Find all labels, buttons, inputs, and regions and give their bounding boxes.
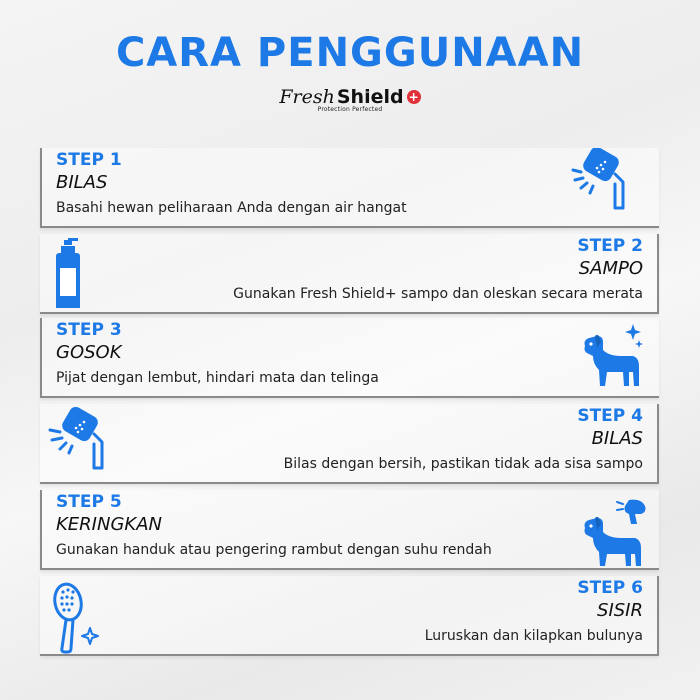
shower-head-icon [565,148,645,218]
dog-sparkle-icon [579,320,649,394]
brand-logo [0,86,700,113]
step-name: SAMPO [578,258,643,279]
dog-hairdryer-icon [579,498,655,570]
step-description: Bilas dengan bersih, pastikan tidak ada sisa sampo [283,456,643,472]
step-name: BILAS [591,428,643,449]
brush-icon [46,580,106,654]
step-label: STEP 1 [56,150,122,170]
step-description: Gunakan Fresh Shield+ sampo dan oleskan secara merata [233,286,643,302]
step-label: STEP 2 [577,236,643,256]
page-title: CARA PENGGUNAAN [115,30,585,76]
step-name: GOSOK [56,342,122,363]
step-label: STEP 4 [577,406,643,426]
step-card-5 [40,490,659,570]
step-name: SISIR [597,600,643,621]
step-label: STEP 5 [56,492,122,512]
shampoo-bottle-icon [48,238,88,312]
step-description: Gunakan handuk atau pengering rambut dengan suhu rendah [56,542,492,558]
step-label: STEP 6 [577,578,643,598]
step-card-3 [40,318,659,398]
step-card-2 [40,234,659,314]
brand-plus-icon: + [408,90,419,104]
brand-tagline: Protection Perfected [317,106,383,113]
step-name: KERINGKAN [56,514,162,535]
brand-name-italic: Fresh [279,86,335,108]
step-card-4 [40,404,659,484]
step-card-6 [40,576,659,656]
step-description: Pijat dengan lembut, hindari mata dan telinga [56,370,379,386]
step-name: BILAS [56,172,108,193]
step-description: Basahi hewan peliharaan Anda dengan air hangat [56,200,407,216]
brand-name [279,86,420,108]
step-description: Luruskan dan kilapkan bulunya [424,628,643,644]
brand-name-bold: Shield [336,86,404,108]
shower-head-icon [42,406,122,478]
step-card-1 [40,148,659,228]
step-label: STEP 3 [56,320,122,340]
